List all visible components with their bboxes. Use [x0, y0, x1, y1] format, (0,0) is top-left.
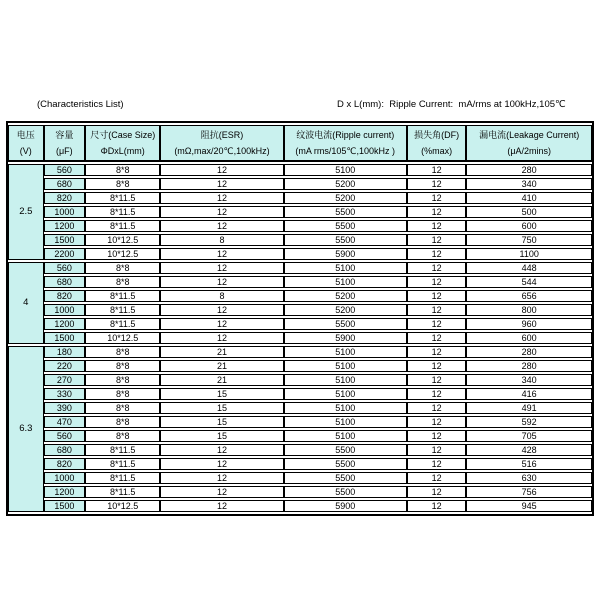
size-cell: 8*8: [85, 178, 160, 190]
capacity-cell: 1000: [44, 304, 85, 316]
df-cell: 12: [407, 360, 467, 372]
size-cell: 10*12.5: [85, 332, 160, 344]
ripple-cell: 5100: [284, 416, 407, 428]
df-cell: 12: [407, 416, 467, 428]
capacity-cell: 680: [44, 276, 85, 288]
size-cell: 8*8: [85, 360, 160, 372]
df-cell: 12: [407, 430, 467, 442]
col-header-voltage: 电压 (V): [8, 125, 44, 162]
esr-cell: 12: [160, 178, 283, 190]
df-cell: 12: [407, 486, 467, 498]
size-cell: 8*11.5: [85, 290, 160, 302]
capacity-cell: 1000: [44, 472, 85, 484]
df-cell: 12: [407, 206, 467, 218]
esr-cell: 8: [160, 290, 283, 302]
df-cell: 12: [407, 444, 467, 456]
leakage-cell: 756: [466, 486, 592, 498]
esr-cell: 12: [160, 304, 283, 316]
table-row: [8, 500, 592, 512]
esr-cell: 12: [160, 318, 283, 330]
size-cell: 8*11.5: [85, 472, 160, 484]
ripple-cell: 5100: [284, 262, 407, 274]
table-row: [8, 472, 592, 484]
ripple-cell: 5100: [284, 276, 407, 288]
size-cell: 10*12.5: [85, 234, 160, 246]
capacity-cell: 680: [44, 444, 85, 456]
ripple-cell: 5500: [284, 472, 407, 484]
leakage-cell: 750: [466, 234, 592, 246]
size-cell: 8*8: [85, 346, 160, 358]
esr-cell: 8: [160, 234, 283, 246]
ripple-cell: 5500: [284, 220, 407, 232]
size-cell: 8*8: [85, 276, 160, 288]
ripple-cell: 5200: [284, 192, 407, 204]
size-cell: 8*8: [85, 262, 160, 274]
esr-cell: 12: [160, 500, 283, 512]
table-row: [8, 220, 592, 232]
esr-cell: 12: [160, 444, 283, 456]
esr-cell: 12: [160, 276, 283, 288]
leakage-cell: 280: [466, 360, 592, 372]
table-row: [8, 192, 592, 204]
esr-cell: 15: [160, 402, 283, 414]
df-cell: 12: [407, 500, 467, 512]
leakage-cell: 945: [466, 500, 592, 512]
voltage-cell: 4: [8, 262, 44, 344]
df-cell: 12: [407, 290, 467, 302]
ripple-cell: 5500: [284, 318, 407, 330]
characteristics-table: [6, 121, 594, 516]
esr-cell: 12: [160, 458, 283, 470]
capacity-cell: 560: [44, 164, 85, 176]
df-cell: 12: [407, 402, 467, 414]
leakage-cell: 500: [466, 206, 592, 218]
voltage-group-2.5: [8, 164, 592, 260]
size-cell: 8*8: [85, 402, 160, 414]
capacity-cell: 470: [44, 416, 85, 428]
table-row: [8, 486, 592, 498]
capacity-cell: 1500: [44, 332, 85, 344]
size-cell: 10*12.5: [85, 500, 160, 512]
df-cell: 12: [407, 346, 467, 358]
size-cell: 8*11.5: [85, 206, 160, 218]
capacity-cell: 820: [44, 458, 85, 470]
esr-cell: 12: [160, 486, 283, 498]
df-cell: 12: [407, 220, 467, 232]
table-row: [8, 360, 592, 372]
leakage-cell: 600: [466, 332, 592, 344]
ripple-cell: 5100: [284, 402, 407, 414]
leakage-cell: 448: [466, 262, 592, 274]
table-row: [8, 262, 592, 274]
ripple-cell: 5100: [284, 430, 407, 442]
esr-cell: 12: [160, 248, 283, 260]
esr-cell: 12: [160, 192, 283, 204]
esr-cell: 21: [160, 360, 283, 372]
esr-cell: 21: [160, 374, 283, 386]
df-cell: 12: [407, 332, 467, 344]
leakage-cell: 491: [466, 402, 592, 414]
size-cell: 8*8: [85, 416, 160, 428]
col-header-capacity: 容量 (μF): [44, 125, 85, 162]
df-cell: 12: [407, 458, 467, 470]
leakage-cell: 1100: [466, 248, 592, 260]
ripple-cell: 5900: [284, 248, 407, 260]
size-cell: 8*11.5: [85, 192, 160, 204]
col-header-leakage-current: 漏电流(Leakage Current) (μA/2mins): [466, 125, 592, 162]
capacity-cell: 560: [44, 262, 85, 274]
voltage-cell: 2.5: [8, 164, 44, 260]
esr-cell: 15: [160, 416, 283, 428]
df-cell: 12: [407, 192, 467, 204]
ripple-cell: 5900: [284, 332, 407, 344]
esr-cell: 12: [160, 472, 283, 484]
size-cell: 8*8: [85, 164, 160, 176]
ripple-cell: 5100: [284, 374, 407, 386]
size-cell: 8*11.5: [85, 458, 160, 470]
table-row: [8, 416, 592, 428]
df-cell: 12: [407, 276, 467, 288]
leakage-cell: 516: [466, 458, 592, 470]
ripple-cell: 5100: [284, 164, 407, 176]
leakage-cell: 656: [466, 290, 592, 302]
esr-cell: 12: [160, 220, 283, 232]
col-header-ripple-current: 纹波电流(Ripple current) (mA rms/105℃,100kHz ): [284, 125, 407, 162]
leakage-cell: 960: [466, 318, 592, 330]
esr-cell: 12: [160, 164, 283, 176]
table-row: [8, 234, 592, 246]
table-row: [8, 248, 592, 260]
capacity-cell: 1200: [44, 220, 85, 232]
df-cell: 12: [407, 304, 467, 316]
table-row: [8, 444, 592, 456]
ripple-cell: 5500: [284, 458, 407, 470]
capacity-cell: 1000: [44, 206, 85, 218]
ripple-cell: 5500: [284, 234, 407, 246]
leakage-cell: 800: [466, 304, 592, 316]
table-row: [8, 318, 592, 330]
ripple-cell: 5500: [284, 486, 407, 498]
capacity-cell: 680: [44, 178, 85, 190]
table-row: [8, 332, 592, 344]
capacity-cell: 820: [44, 290, 85, 302]
capacity-cell: 220: [44, 360, 85, 372]
df-cell: 12: [407, 164, 467, 176]
ripple-cell: 5200: [284, 290, 407, 302]
capacity-cell: 820: [44, 192, 85, 204]
capacity-cell: 1200: [44, 486, 85, 498]
voltage-cell: 6.3: [8, 346, 44, 512]
table-row: [8, 402, 592, 414]
leakage-cell: 280: [466, 346, 592, 358]
ripple-cell: 5200: [284, 304, 407, 316]
leakage-cell: 705: [466, 430, 592, 442]
size-cell: 8*8: [85, 374, 160, 386]
leakage-cell: 428: [466, 444, 592, 456]
leakage-cell: 340: [466, 374, 592, 386]
capacity-cell: 1500: [44, 234, 85, 246]
df-cell: 12: [407, 374, 467, 386]
size-cell: 8*11.5: [85, 318, 160, 330]
capacity-cell: 270: [44, 374, 85, 386]
ripple-cell: 5200: [284, 178, 407, 190]
col-header-df: 损失角(DF) (%max): [407, 125, 467, 162]
capacity-cell: 390: [44, 402, 85, 414]
table-row: [8, 458, 592, 470]
leakage-cell: 600: [466, 220, 592, 232]
esr-cell: 15: [160, 388, 283, 400]
leakage-cell: 416: [466, 388, 592, 400]
table-row: [8, 276, 592, 288]
size-cell: 8*8: [85, 430, 160, 442]
esr-cell: 21: [160, 346, 283, 358]
leakage-cell: 340: [466, 178, 592, 190]
leakage-cell: 280: [466, 164, 592, 176]
table-row: [8, 388, 592, 400]
ripple-cell: 5500: [284, 206, 407, 218]
table-row: [8, 346, 592, 358]
capacity-cell: 2200: [44, 248, 85, 260]
size-cell: 8*11.5: [85, 444, 160, 456]
table-row: [8, 164, 592, 176]
ripple-cell: 5100: [284, 346, 407, 358]
table-row: [8, 178, 592, 190]
leakage-cell: 410: [466, 192, 592, 204]
df-cell: 12: [407, 388, 467, 400]
df-cell: 12: [407, 248, 467, 260]
table-row: [8, 206, 592, 218]
units-note: D x L(mm): Ripple Current: mA/rms at 100kHz,105℃: [337, 99, 566, 110]
size-cell: 8*8: [85, 388, 160, 400]
size-cell: 8*11.5: [85, 220, 160, 232]
ripple-cell: 5100: [284, 388, 407, 400]
df-cell: 12: [407, 178, 467, 190]
annotation-row: [0, 98, 600, 112]
df-cell: 12: [407, 472, 467, 484]
capacity-cell: 560: [44, 430, 85, 442]
table-row: [8, 430, 592, 442]
size-cell: 10*12.5: [85, 248, 160, 260]
table-row: [8, 374, 592, 386]
df-cell: 12: [407, 318, 467, 330]
esr-cell: 12: [160, 206, 283, 218]
esr-cell: 15: [160, 430, 283, 442]
voltage-group-4: [8, 262, 592, 344]
size-cell: 8*11.5: [85, 304, 160, 316]
size-cell: 8*11.5: [85, 486, 160, 498]
df-cell: 12: [407, 262, 467, 274]
col-header-case-size: 尺寸(Case Size) ΦDxL(mm): [85, 125, 160, 162]
col-header-esr: 阻抗(ESR) (mΩ,max/20℃,100kHz): [160, 125, 283, 162]
ripple-cell: 5900: [284, 500, 407, 512]
capacity-cell: 1200: [44, 318, 85, 330]
esr-cell: 12: [160, 332, 283, 344]
header-row: [8, 125, 592, 162]
ripple-cell: 5100: [284, 360, 407, 372]
characteristics-list-label: (Characteristics List): [37, 99, 124, 110]
esr-cell: 12: [160, 262, 283, 274]
table-row: [8, 290, 592, 302]
table-header: [8, 125, 592, 162]
leakage-cell: 544: [466, 276, 592, 288]
leakage-cell: 630: [466, 472, 592, 484]
df-cell: 12: [407, 234, 467, 246]
leakage-cell: 592: [466, 416, 592, 428]
table-row: [8, 304, 592, 316]
capacity-cell: 180: [44, 346, 85, 358]
ripple-cell: 5500: [284, 444, 407, 456]
capacity-cell: 1500: [44, 500, 85, 512]
voltage-group-6.3: [8, 346, 592, 512]
capacity-cell: 330: [44, 388, 85, 400]
